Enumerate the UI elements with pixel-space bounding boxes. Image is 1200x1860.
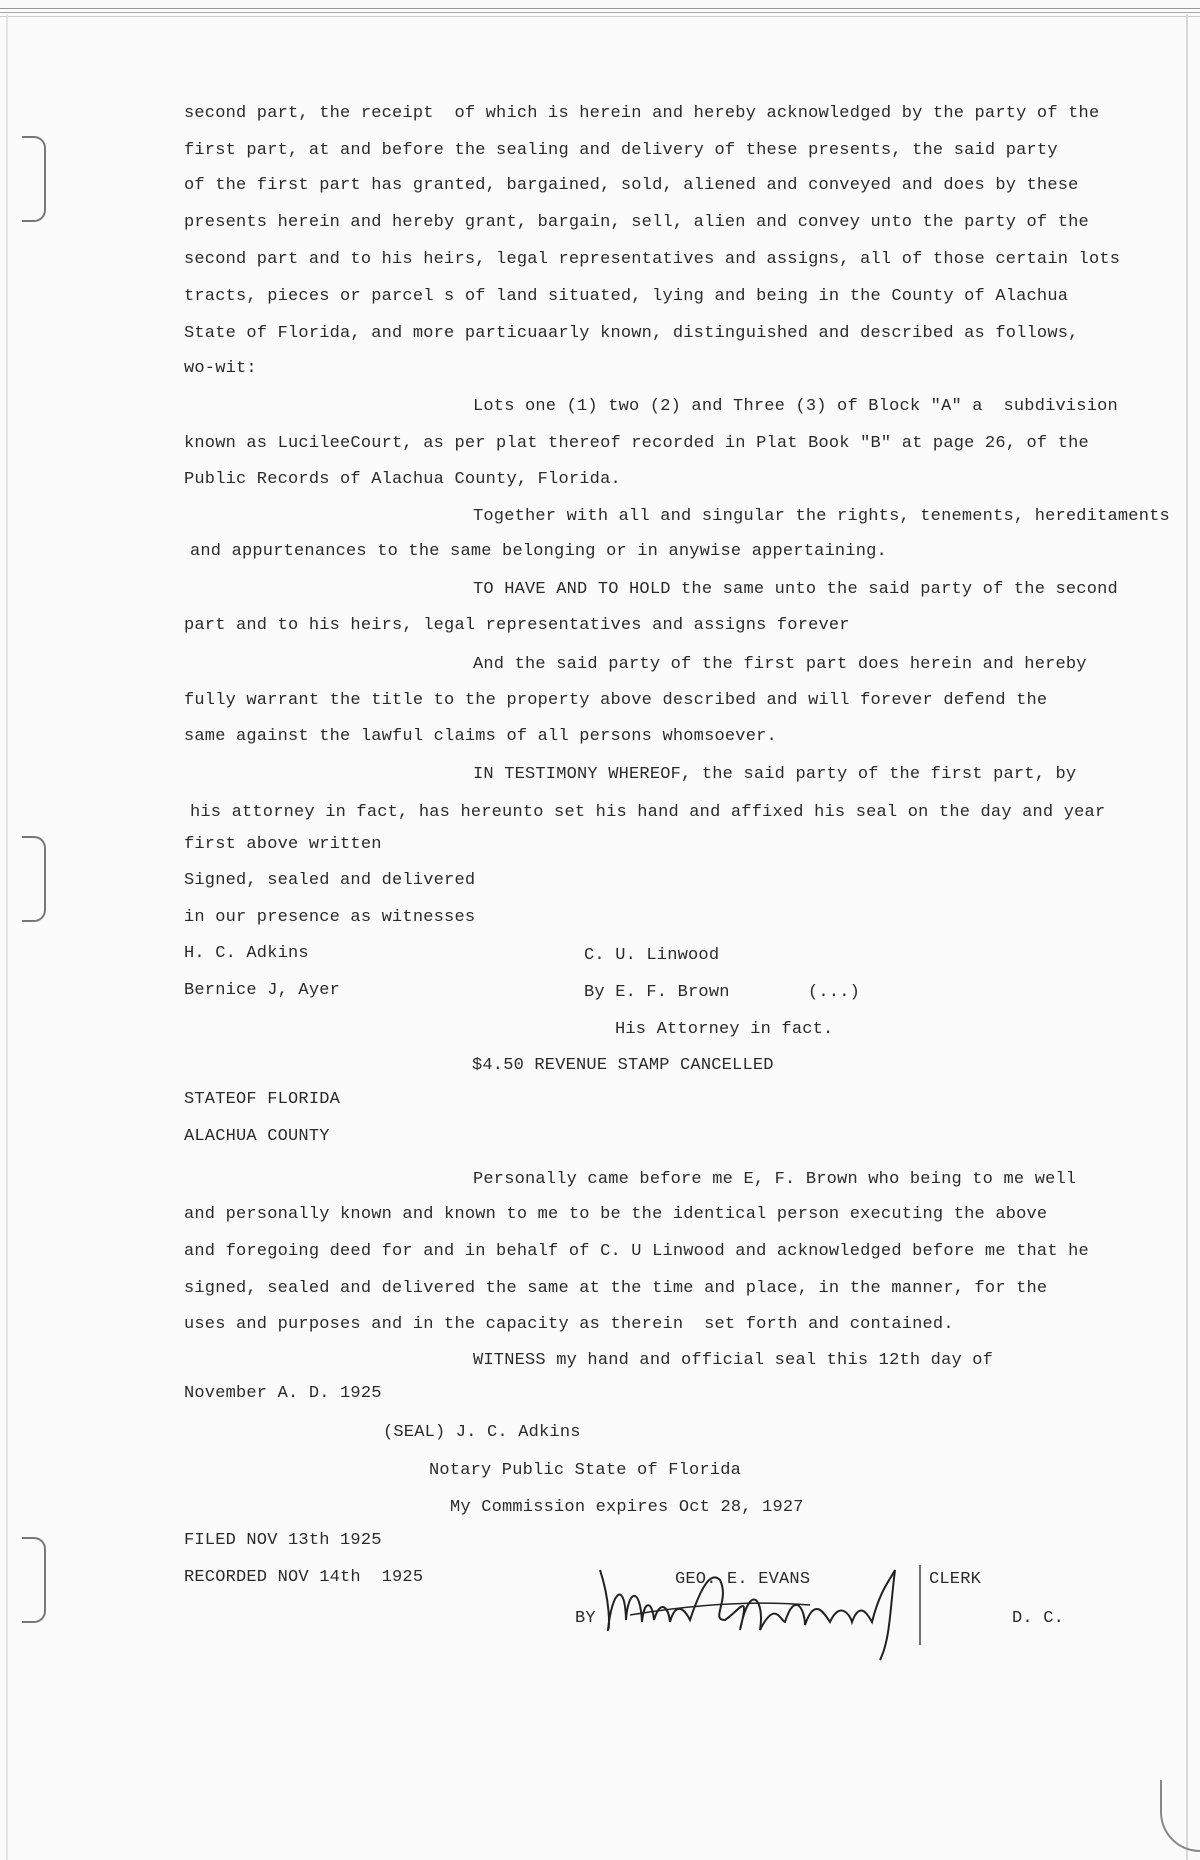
deed-line: Public Records of Alachua County, Florida. [184, 470, 621, 489]
scan-top-border-line [0, 16, 1200, 17]
attorney-title: His Attorney in fact. [615, 1020, 834, 1039]
by-label: BY [575, 1609, 596, 1628]
deed-line: TO HAVE AND TO HOLD the same unto the said party of the second [473, 580, 1118, 599]
acknowledgment-line: WITNESS my hand and official seal this 12th day of [473, 1351, 994, 1370]
deed-line: known as LucileeCourt, as per plat thereof recorded in Plat Book "B" at page 26, of the [184, 434, 1089, 453]
acknowledgment-line: and foregoing deed for and in behalf of C. U Linwood and acknowledged before me that he [184, 1242, 1089, 1261]
witness-name: H. C. Adkins [184, 944, 309, 963]
handwritten-signature [590, 1560, 930, 1670]
revenue-stamp-note: $4.50 REVENUE STAMP CANCELLED [472, 1056, 774, 1075]
clerk-title: CLERK [929, 1570, 982, 1589]
venue-state: STATEOF FLORIDA [184, 1090, 341, 1109]
deed-line: first part, at and before the sealing and delivery of these presents, the said party [184, 141, 1058, 160]
acknowledgment-line: uses and purposes and in the capacity as therein set forth and contained. [184, 1315, 954, 1334]
acknowledgment-line: Personally came before me E, F. Brown who being to me well [473, 1170, 1077, 1189]
venue-county: ALACHUA COUNTY [184, 1127, 330, 1146]
acknowledgment-date: November A. D. 1925 [184, 1384, 382, 1403]
deed-line: Together with all and singular the rights, tenements, hereditaments [473, 507, 1170, 526]
grantor-name: C. U. Linwood [584, 946, 720, 965]
page-right-edge [1186, 14, 1188, 1860]
notary-title: Notary Public State of Florida [429, 1461, 742, 1480]
deed-line: his attorney in fact, has hereunto set his hand and affixed his seal on the day and year [190, 803, 1106, 822]
deed-line: second part, the receipt of which is herein and hereby acknowledged by the party of the [184, 104, 1100, 123]
acknowledgment-line: signed, sealed and delivered the same at the time and place, in the manner, for the [184, 1279, 1048, 1298]
deputy-clerk-label: D. C. [1012, 1609, 1065, 1628]
attorney-signature: By E. F. Brown [584, 983, 730, 1002]
binder-hole-icon [22, 1537, 46, 1623]
binder-hole-icon [22, 136, 46, 222]
seal-mark: (...) [808, 983, 861, 1002]
deed-line: and appurtenances to the same belonging or in anywise appertaining. [190, 542, 887, 561]
notary-seal: (SEAL) J. C. Adkins [383, 1423, 581, 1442]
scan-top-border [0, 8, 1200, 13]
deed-line: IN TESTIMONY WHEREOF, the said party of the first part, by [473, 765, 1077, 784]
deed-line: Lots one (1) two (2) and Three (3) of Block "A" a subdivision [473, 397, 1118, 416]
deed-line: part and to his heirs, legal representatives and assigns forever [184, 616, 850, 635]
acknowledgment-line: and personally known and known to me to be the identical person executing the above [184, 1205, 1048, 1224]
clerk-name: GEO. E. EVANS [675, 1570, 811, 1589]
deed-line: State of Florida, and more particuaarly known, distinguished and described as follows, [184, 324, 1079, 343]
deed-line: of the first part has granted, bargained, sold, aliened and conveyed and does by these [184, 176, 1079, 195]
deed-line: same against the lawful claims of all persons whomsoever. [184, 727, 777, 746]
deed-line: presents herein and hereby grant, bargain, sell, alien and convey unto the party of the [184, 213, 1089, 232]
page-curl [1160, 1780, 1200, 1852]
page-left-edge [6, 14, 8, 1860]
deed-line: Signed, sealed and delivered [184, 871, 476, 890]
deed-line: first above written [184, 835, 382, 854]
deed-line: tracts, pieces or parcel s of land situated, lying and being in the County of Alachua [184, 287, 1069, 306]
deed-line: And the said party of the first part does herein and hereby [473, 655, 1087, 674]
deed-line: in our presence as witnesses [184, 908, 476, 927]
notary-commission: My Commission expires Oct 28, 1927 [450, 1498, 804, 1517]
deed-line: wo-wit: [184, 359, 257, 378]
filed-date: FILED NOV 13th 1925 [184, 1531, 382, 1550]
deed-line: second part and to his heirs, legal representatives and assigns, all of those certain lots [184, 250, 1121, 269]
deed-line: fully warrant the title to the property above described and will forever defend the [184, 691, 1048, 710]
recorded-date: RECORDED NOV 14th 1925 [184, 1568, 424, 1587]
binder-hole-icon [22, 836, 46, 922]
witness-name: Bernice J, Ayer [184, 981, 341, 1000]
